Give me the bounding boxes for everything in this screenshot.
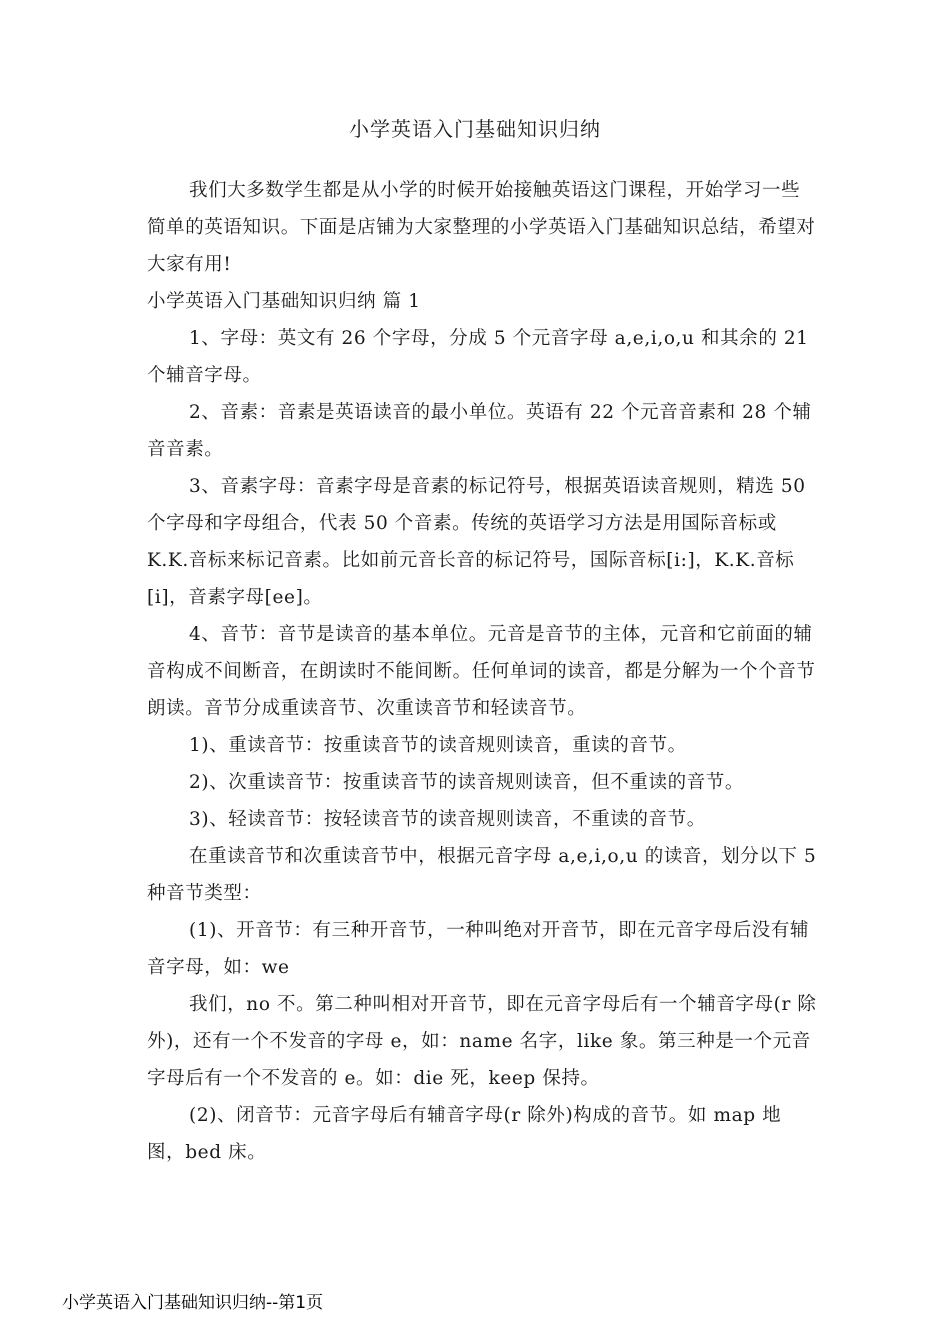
paragraph-secondary-stressed-syllable: 2)、次重读音节：按重读音节的读音规则读音，但不重读的音节。 [189,772,744,793]
paragraph-closed-syllable: (2)、闭音节：元音字母后有辅音字母(r 除外)构成的音节。如 map 地图，bed 床。 [147,1105,782,1163]
paragraph-intro: 我们大多数学生都是从小学的时候开始接触英语这门课程，开始学习一些简单的英语知识。下面是店铺为大家整理的小学英语入门基础知识总结，希望对大家有用! [147,180,816,275]
document-title: 小学英语入门基础知识归纳 [349,117,601,141]
paragraph-open-syllable-continued: 我们，no 不。第二种叫相对开音节，即在元音字母后有一个辅音字母(r 除外)，还有一个不发音的字母 e，如：name 名字，like 象。第三种是一个元音字母后有一个不发音的 e。如：die 死，keep 保持。 [147,994,817,1089]
paragraph-stressed-syllable: 1)、重读音节：按重读音节的读音规则读音，重读的音节。 [189,735,687,756]
section-heading: 小学英语入门基础知识归纳 篇 1 [147,291,421,312]
document-body [147,172,817,1171]
paragraph-letters: 1、字母：英文有 26 个字母，分成 5 个元音字母 a,e,i,o,u 和其余的 21 个辅音字母。 [147,328,809,386]
paragraph-open-syllable: (1)、开音节：有三种开音节，一种叫绝对开音节，即在元音字母后没有辅音字母，如：we [147,920,810,978]
page-footer: 小学英语入门基础知识归纳--第1页 [62,1293,324,1313]
paragraph-syllable-types: 在重读音节和次重读音节中，根据元音字母 a,e,i,o,u 的读音，划分以下 5 种音节类型： [147,846,817,904]
paragraph-unstressed-syllable: 3)、轻读音节：按轻读音节的读音规则读音，不重读的音节。 [189,809,706,830]
paragraph-phonemes: 2、音素：音素是英语读音的最小单位。英语有 22 个元音音素和 28 个辅音音素。 [147,402,812,460]
paragraph-phoneme-letters: 3、音素字母：音素字母是音素的标记符号，根据英语读音规则，精选 50 个字母和字母组合，代表 50 个音素。传统的英语学习方法是用国际音标或 K.K.音标来标记音素。比如前元音长音的标记符号，国际音标[i:]，K.K.音标[i]，音素字母[ee]。 [147,476,806,608]
paragraph-syllables: 4、音节：音节是读音的基本单位。元音是音节的主体，元音和它前面的辅音构成不间断音，在朗读时不能间断。任何单词的读音，都是分解为一个个音节朗读。音节分成重读音节、次重读音节和轻读音节。 [147,624,816,719]
